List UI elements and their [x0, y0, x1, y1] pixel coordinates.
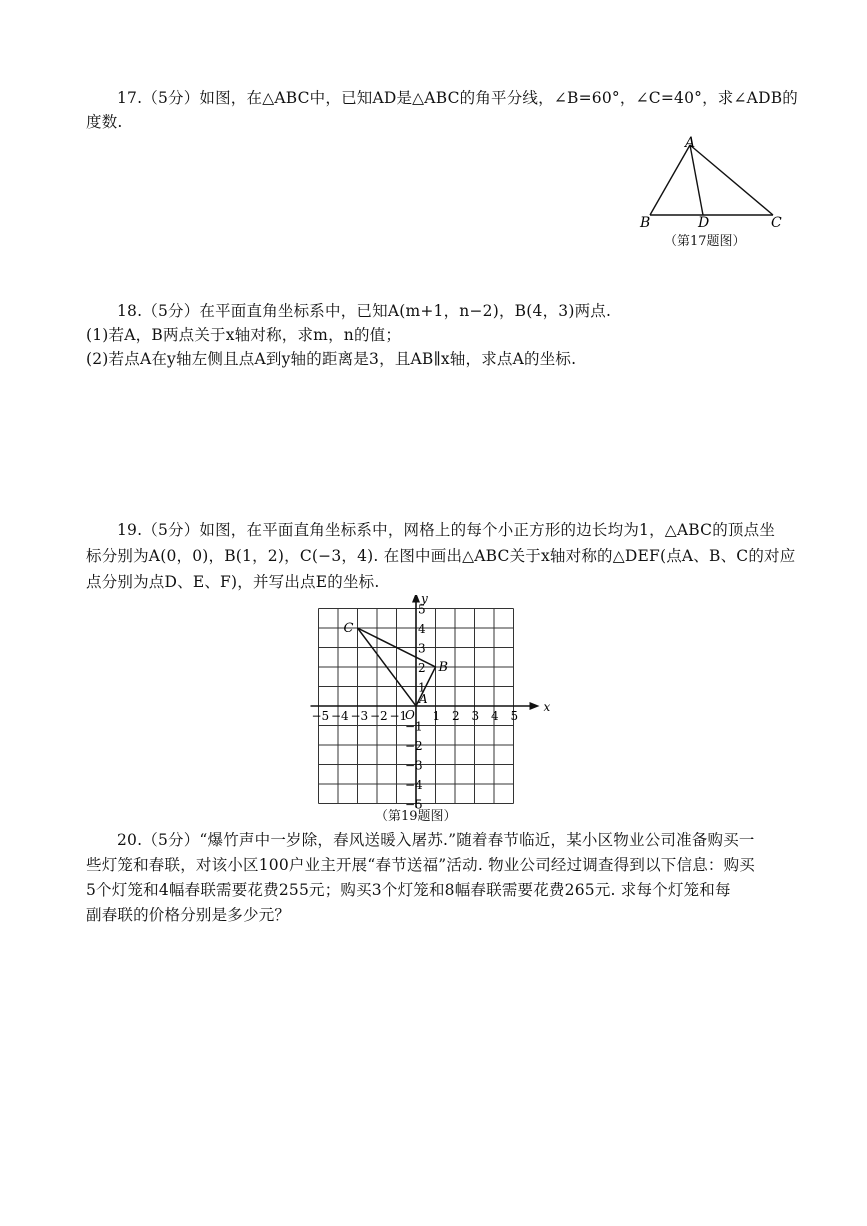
q19-point-a-label: A: [419, 692, 428, 706]
y-tick-label: −1: [405, 719, 423, 734]
y-tick-label: −2: [405, 739, 423, 753]
q17-text-line1: 17.（5分）如图，在△ABC中，已知AD是△ABC的角平分线，∠B=60°，∠C=40°，求∠ADB的: [117, 89, 798, 107]
q19-text-line1: 19.（5分）如图，在平面直角坐标系中，网格上的每个小正方形的边长均为1，△ABC的顶点坐: [117, 521, 776, 539]
q19-point-b-label: B: [438, 660, 449, 675]
q19-text-line3: 点分别为点D、E、F)，并写出点E的坐标.: [86, 573, 380, 591]
q19-point-c-label: C: [343, 621, 354, 636]
x-tick-label: 1: [432, 709, 441, 723]
q17-side-ab: [650, 145, 690, 215]
y-tick-label: 5: [418, 602, 426, 617]
q17-label-a: A: [685, 135, 696, 151]
q17-bisector-ad: [690, 145, 703, 215]
x-tick-label: −2: [370, 709, 388, 723]
x-tick-label: −3: [350, 709, 369, 723]
q17-label-b: B: [640, 215, 651, 231]
y-tick-label: 2: [418, 661, 426, 675]
y-axis-arrow: [412, 595, 420, 603]
x-tick-label: −5: [311, 709, 330, 723]
q19-caption: （第19题图）: [375, 809, 457, 824]
q17-triangle-figure: [635, 135, 805, 235]
q19-text-line2: 标分别为A(0，0)，B(1，2)，C(−3，4). 在图中画出△ABC关于x轴对称的△DEF(点A、B、C的对应: [86, 547, 796, 565]
y-tick-label: −3: [405, 758, 423, 773]
x-axis-label: x: [543, 700, 551, 714]
q18-text-line2: (1)若A，B两点关于x轴对称，求m，n的值；: [86, 326, 402, 344]
q17-text-line2: 度数.: [86, 113, 123, 131]
q19-coordinate-grid-figure: [305, 595, 555, 815]
q17-caption: （第17题图）: [664, 234, 746, 249]
x-tick-label: −1: [389, 709, 408, 723]
y-axis-label: y: [421, 595, 428, 606]
x-tick-label: 3: [471, 709, 480, 723]
q17-label-c: C: [771, 215, 782, 231]
x-tick-label: −4: [331, 709, 349, 723]
q20-text-line3: 5个灯笼和4幅春联需要花费255元；购买3个灯笼和8幅春联需要花费265元. 求每个灯笼和每: [86, 881, 731, 899]
q18-text-line3: (2)若点A在y轴左侧且点A到y轴的距离是3，且AB∥x轴，求点A的坐标.: [86, 350, 577, 368]
origin-label: O: [405, 708, 415, 722]
x-tick-label: 5: [510, 709, 519, 723]
q17-side-ac: [690, 145, 773, 215]
y-tick-label: 3: [418, 641, 426, 656]
q20-text-line2: 些灯笼和春联，对该小区100户业主开展“春节送福”活动. 物业公司经过调查得到以下信息：购买: [86, 856, 755, 874]
y-tick-label: −5: [405, 797, 423, 812]
q20-text-line4: 副春联的价格分别是多少元？: [86, 906, 291, 924]
x-axis-arrow: [530, 702, 540, 710]
x-tick-label: 2: [452, 709, 460, 723]
q17-label-d: D: [698, 215, 710, 231]
q18-text-line1: 18.（5分）在平面直角坐标系中，已知A(m+1，n−2)，B(4，3)两点.: [117, 302, 612, 320]
y-tick-label: −4: [405, 778, 423, 792]
x-tick-label: 4: [491, 709, 499, 723]
y-tick-label: 1: [418, 680, 426, 695]
q20-text-line1: 20.（5分）“爆竹声中一岁除，春风送暖入屠苏.”随着春节临近，某小区物业公司准备购买一: [117, 831, 755, 849]
y-tick-label: 4: [418, 622, 426, 636]
